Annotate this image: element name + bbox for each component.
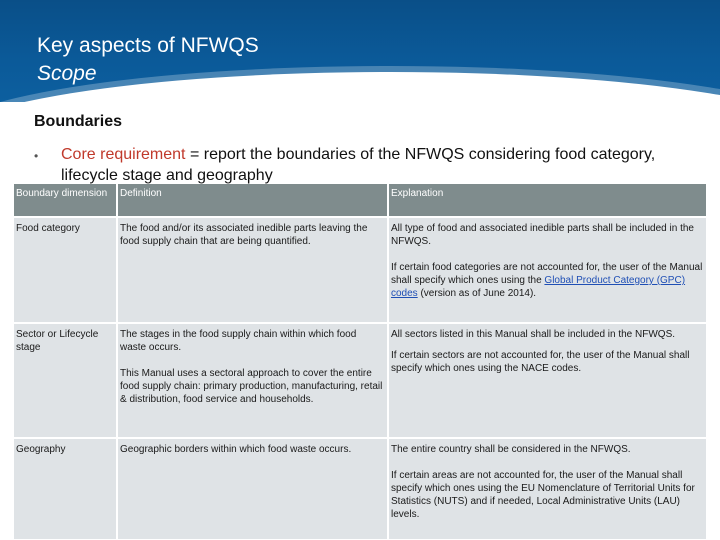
explanation-text: All sectors listed in this Manual shall be included in the NFWQS.	[391, 329, 676, 340]
slide-title: Key aspects of NFWQS	[37, 34, 259, 57]
bullet-text	[61, 144, 704, 186]
header-definition: Definition	[117, 184, 388, 217]
row-dimension: Food category	[14, 217, 117, 323]
table-row	[14, 323, 707, 438]
row-dimension: Geography	[14, 438, 117, 539]
core-requirement-highlight: Core requirement	[61, 146, 186, 163]
table-row	[14, 217, 707, 323]
gpc-codes-link[interactable]: Global Product Category (GPC) codes	[391, 275, 686, 299]
explanation-text: If certain areas are not accounted for, the user of the Manual shall specify which ones using the EU Nomenclature of Territorial Units for Statistics (NUTS) and if needed, Local Administrative Units (LAU) levels.	[391, 470, 695, 520]
explanation-text: If certain sectors are not accounted for, the user of the Manual shall specify which ones using the NACE codes.	[391, 350, 690, 374]
section-heading: Boundaries	[34, 113, 123, 130]
explanation-prefix: If certain food categories are not accounted for, the user of the Manual shall specify which ones using the	[391, 262, 703, 286]
definition-text: The food and/or its associated inedible parts leaving the food supply chain that are being quantified.	[120, 223, 368, 247]
explanation-text: The entire country shall be considered in the NFWQS.	[391, 444, 631, 455]
row-explanation	[388, 323, 707, 438]
table-row	[14, 438, 707, 539]
row-definition	[117, 323, 388, 438]
row-definition	[117, 217, 388, 323]
row-definition	[117, 438, 388, 539]
definition-text: The stages in the food supply chain within which food waste occurs.	[120, 329, 357, 353]
explanation-text: All type of food and associated inedible parts shall be included in the NFWQS.	[391, 223, 694, 247]
core-requirement-bullet	[34, 144, 704, 186]
explanation-suffix: (version as of June 2014).	[417, 288, 537, 299]
definition-text: Geographic borders within which food waste occurs.	[120, 444, 352, 455]
definition-text: This Manual uses a sectoral approach to cover the entire food supply chain: primary production, manufacturing, retail & distribution, food service and households.	[120, 368, 383, 405]
boundaries-table	[14, 184, 708, 539]
row-dimension: Sector or Lifecycle stage	[14, 323, 117, 438]
row-explanation	[388, 217, 707, 323]
slide-subtitle: Scope	[37, 62, 97, 85]
table-header-row	[14, 184, 707, 217]
bullet-rest: = report the boundaries of the NFWQS considering food category, lifecycle stage and geography	[61, 146, 656, 184]
explanation-text-gpc	[391, 261, 704, 300]
header-boundary-dimension: Boundary dimension	[14, 184, 117, 217]
row-explanation	[388, 438, 707, 539]
bullet-marker: •	[34, 149, 39, 163]
header-explanation: Explanation	[388, 184, 707, 217]
